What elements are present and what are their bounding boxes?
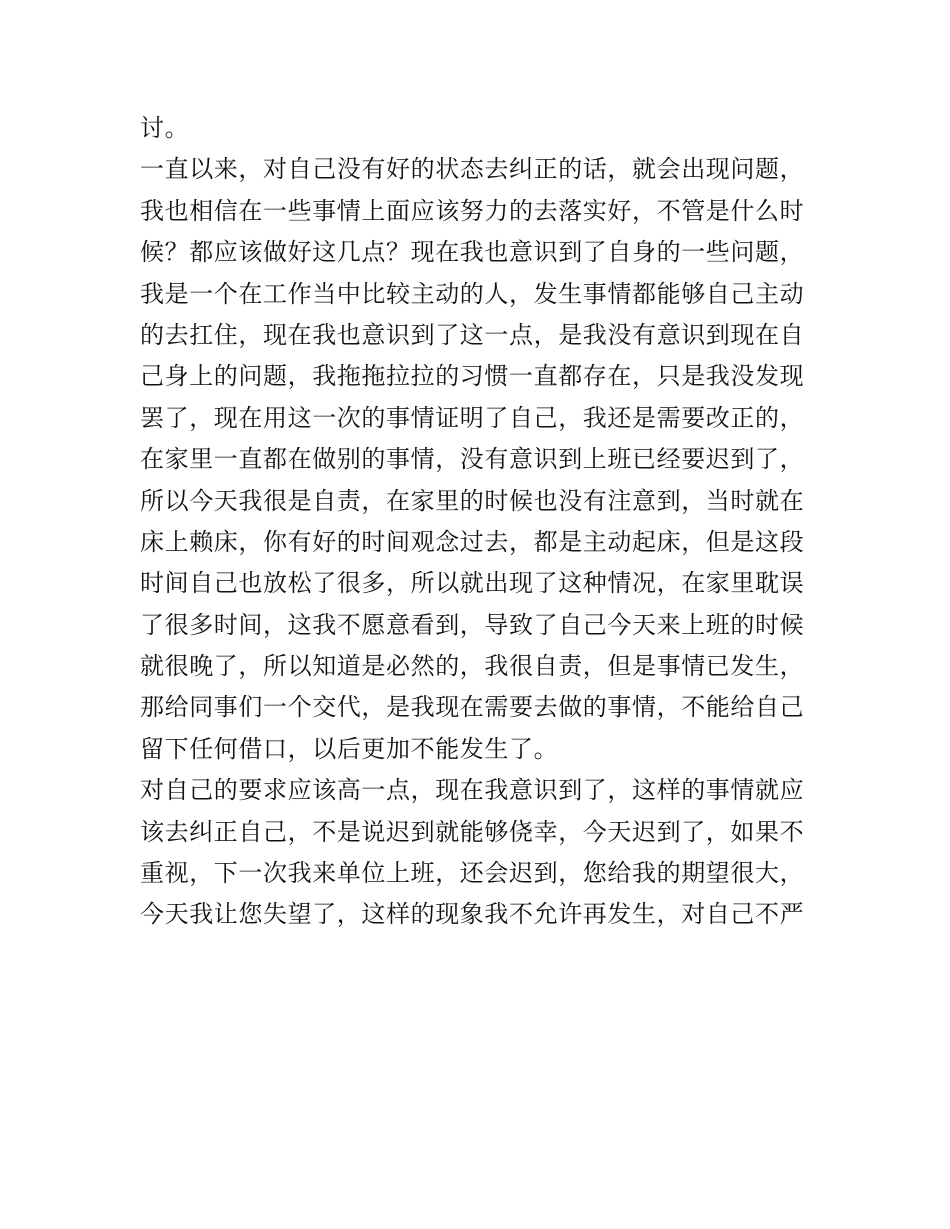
text-line: 讨。 — [140, 114, 190, 142]
text-line: 一直以来，对自己没有好的状态去纠正的话，就会出现问题， — [140, 155, 805, 184]
text-line: 就很晚了，所以知道是必然的，我很自责，但是事情已发生， — [140, 652, 805, 681]
text-line: 我也相信在一些事情上面应该努力的去落实好，不管是什么时 — [140, 196, 805, 225]
text-line: 床上赖床，你有好的时间观念过去，都是主动起床，但是这段 — [140, 527, 805, 556]
text-line: 今天我让您失望了，这样的现象我不允许再发生，对自己不严 — [140, 900, 805, 929]
text-line: 时间自己也放松了很多，所以就出现了这种情况，在家里耽误 — [140, 569, 805, 598]
text-line: 该去纠正自己，不是说迟到就能够侥幸，今天迟到了，如果不 — [140, 817, 805, 846]
text-line: 那给同事们一个交代，是我现在需要去做的事情，不能给自己 — [140, 693, 805, 722]
text-line: 己身上的问题，我拖拖拉拉的习惯一直都存在，只是我没发现 — [140, 362, 805, 391]
text-line: 所以今天我很是自责，在家里的时候也没有注意到，当时就在 — [140, 486, 805, 515]
text-line: 候？都应该做好这几点？现在我也意识到了自身的一些问题， — [140, 238, 805, 267]
text-line: 罢了，现在用这一次的事情证明了自己，我还是需要改正的， — [140, 403, 805, 432]
body-text — [140, 108, 816, 936]
text-line: 我是一个在工作当中比较主动的人，发生事情都能够自己主动 — [140, 279, 805, 308]
text-line: 的去扛住，现在我也意识到了这一点，是我没有意识到现在自 — [140, 320, 805, 349]
text-line: 了很多时间，这我不愿意看到，导致了自己今天来上班的时候 — [140, 610, 805, 639]
text-line: 留下任何借口，以后更加不能发生了。 — [140, 734, 559, 763]
text-line: 重视，下一次我来单位上班，还会迟到，您给我的期望很大， — [140, 859, 805, 888]
text-line: 对自己的要求应该高一点，现在我意识到了，这样的事情就应 — [140, 776, 805, 805]
text-line: 在家里一直都在做别的事情，没有意识到上班已经要迟到了， — [140, 445, 805, 474]
